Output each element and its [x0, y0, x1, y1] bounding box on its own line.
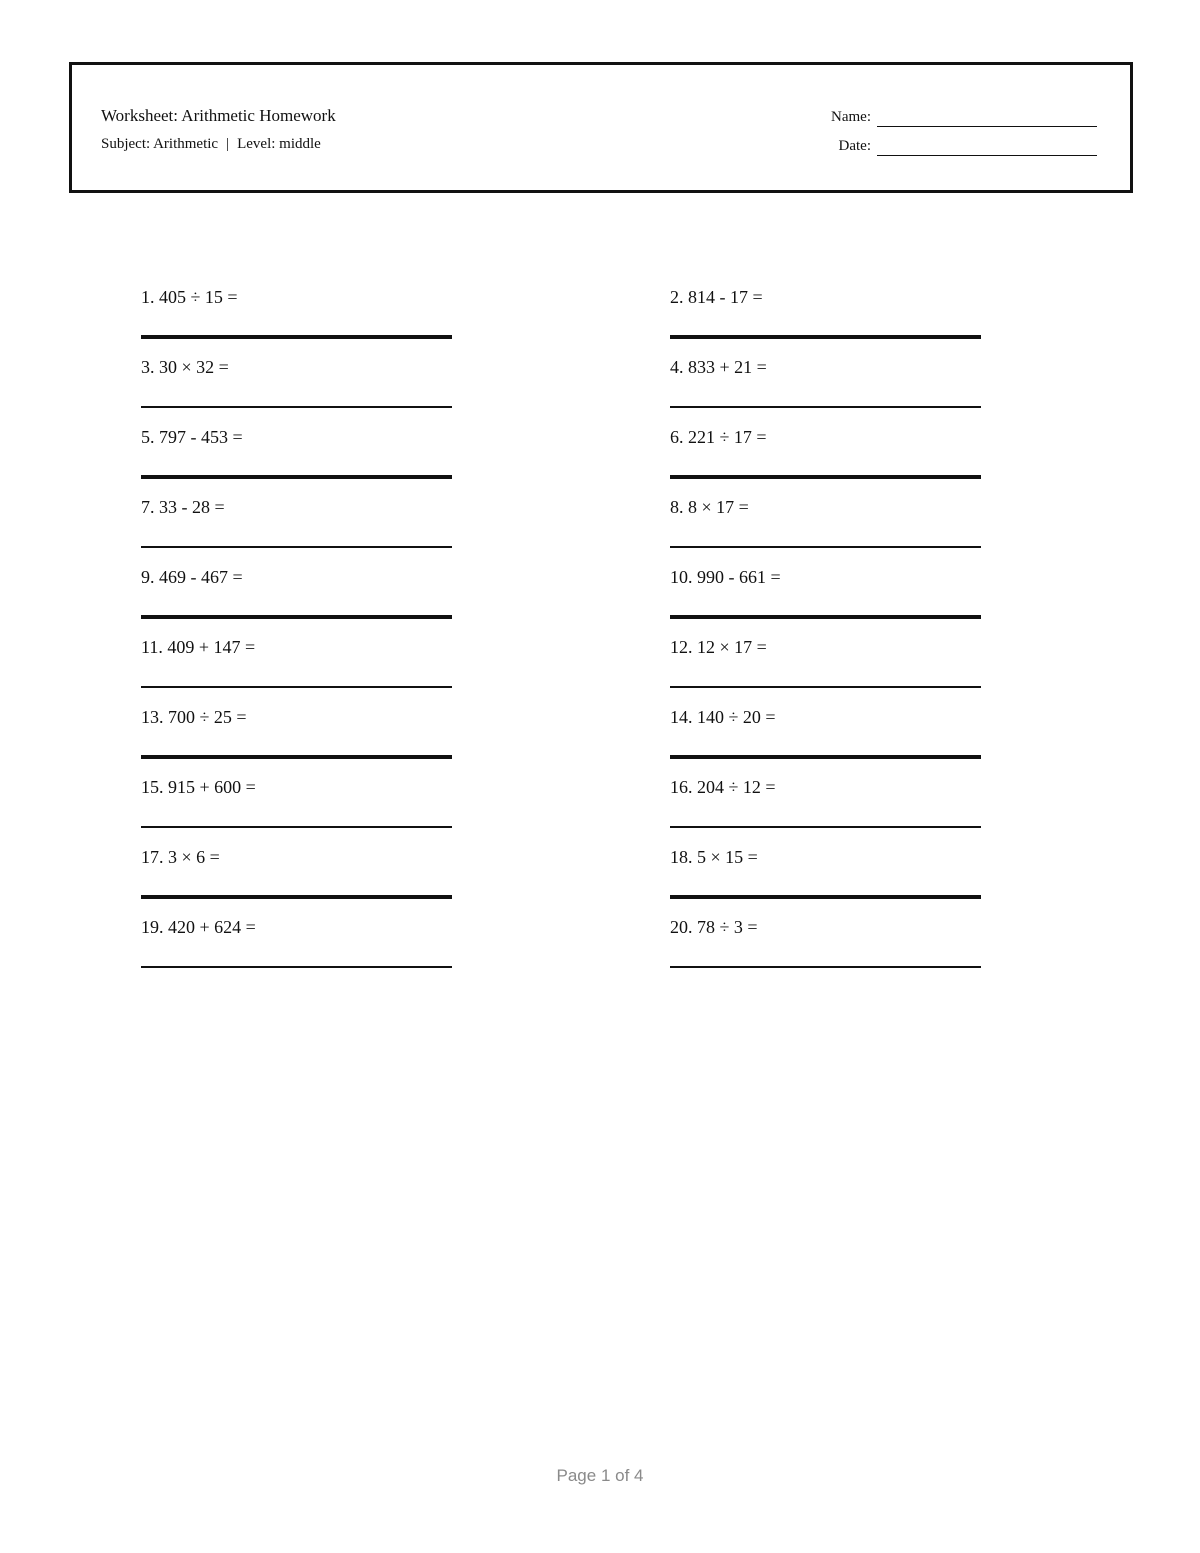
student-fields [831, 107, 1097, 156]
problem-text: 7. 33 - 28 = [141, 497, 225, 517]
problem-item [670, 752, 981, 822]
problem-item [141, 472, 452, 542]
problem-item [141, 332, 452, 402]
worksheet-header [69, 62, 1133, 193]
problem-text: 8. 8 × 17 = [670, 497, 749, 517]
problem-item [141, 262, 452, 332]
problem-item [670, 332, 981, 402]
problem-text: 12. 12 × 17 = [670, 637, 767, 657]
problem-text: 1. 405 ÷ 15 = [141, 287, 238, 307]
page-number: Page 1 of 4 [556, 1466, 644, 1485]
subject-label: Subject: Arithmetic [101, 136, 219, 152]
problem-item [670, 472, 981, 542]
problem-item [141, 402, 452, 472]
meta-separator: | [226, 136, 230, 152]
header-info [101, 105, 336, 154]
name-field [831, 107, 1097, 127]
worksheet-title: Worksheet: Arithmetic Homework [101, 106, 336, 125]
problem-text: 19. 420 + 624 = [141, 917, 256, 937]
problem-text: 15. 915 + 600 = [141, 777, 256, 797]
problem-text: 20. 78 ÷ 3 = [670, 917, 758, 937]
problem-text: 18. 5 × 15 = [670, 847, 758, 867]
problem-text: 11. 409 + 147 = [141, 637, 256, 657]
problem-grid [141, 262, 981, 962]
date-blank[interactable] [877, 141, 1097, 156]
problem-text: 6. 221 ÷ 17 = [670, 427, 767, 447]
worksheet-meta [101, 134, 336, 154]
problem-item [141, 682, 452, 752]
problem-item [670, 892, 981, 962]
answer-line[interactable] [670, 966, 981, 968]
problem-text: 4. 833 + 21 = [670, 357, 767, 377]
problem-item [141, 612, 452, 682]
problem-item [141, 892, 452, 962]
date-label: Date: [838, 138, 871, 154]
problem-text: 5. 797 - 453 = [141, 427, 243, 447]
problem-item [141, 752, 452, 822]
date-field [831, 136, 1097, 156]
problem-item [670, 262, 981, 332]
problem-text: 9. 469 - 467 = [141, 567, 243, 587]
answer-line[interactable] [141, 966, 452, 968]
problem-item [670, 822, 981, 892]
problem-text: 13. 700 ÷ 25 = [141, 707, 247, 727]
problem-item [141, 542, 452, 612]
problem-item [670, 682, 981, 752]
problem-text: 16. 204 ÷ 12 = [670, 777, 776, 797]
problem-text: 10. 990 - 661 = [670, 567, 781, 587]
problem-text: 3. 30 × 32 = [141, 357, 229, 377]
problem-item [670, 542, 981, 612]
problem-item [670, 612, 981, 682]
name-blank[interactable] [877, 112, 1097, 127]
problem-item [141, 822, 452, 892]
name-label: Name: [831, 109, 871, 125]
problem-item [670, 402, 981, 472]
problem-text: 17. 3 × 6 = [141, 847, 220, 867]
problem-text: 14. 140 ÷ 20 = [670, 707, 776, 727]
level-label: Level: middle [237, 136, 321, 152]
problem-text: 2. 814 - 17 = [670, 287, 763, 307]
